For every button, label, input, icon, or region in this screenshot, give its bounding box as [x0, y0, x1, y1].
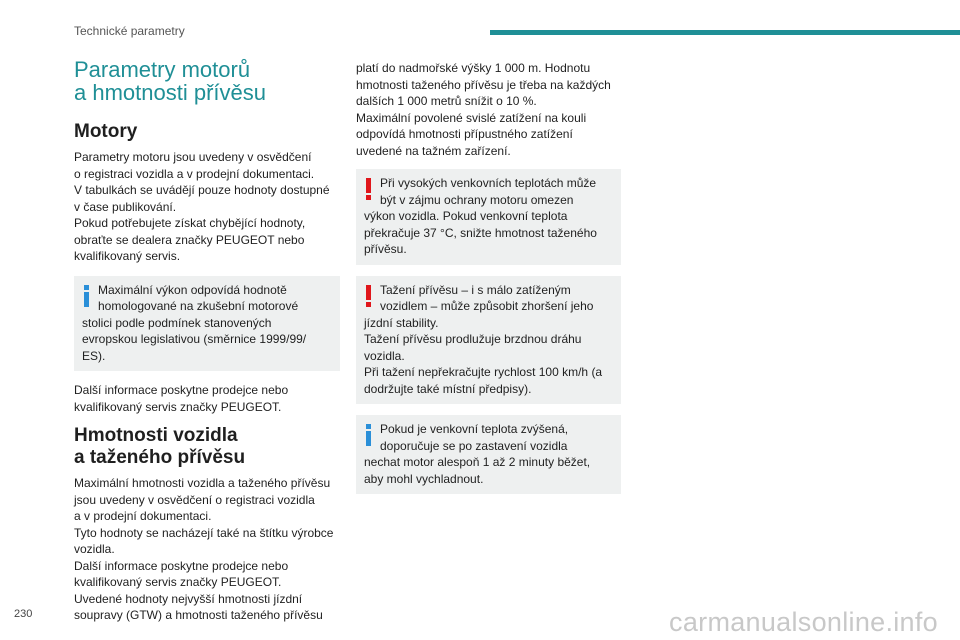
warning-note-towing-stability: Tažení přívěsu – i s málo zatíženým vozidlem – může způsobit zhoršení jeho jízdní stability. Tažení přívěsu prodlužuje brzdnou dráhu vozidla. Při tažení nepřekračujte rychlost 100 km/h (a dodržujte také místní předpisy). — [356, 276, 621, 405]
page-title: Parametry motorů a hmotnosti přívěsu — [74, 57, 266, 105]
left-column — [74, 58, 340, 624]
info-note-max-power: Maximální výkon odpovídá hodnotě homologované na zkušební motorové stolici podle podmínek stanovených evropskou legislativou (směrnice 1999/99/ ES). — [74, 276, 340, 372]
info-icon — [83, 285, 90, 307]
warning-note-high-temperature: Při vysokých venkovních teplotách může být v zájmu ochrany motoru omezen výkon vozidla. Pokud venkovní teplota překračuje 37 °C, snižte hmotnost taženého přívěsu. — [356, 169, 621, 265]
motory-more-info: Další informace poskytne prodejce nebo kvalifikovaný servis značky PEUGEOT. — [74, 383, 289, 414]
info-note-cooldown: Pokud je venkovní teplota zvýšená, doporučuje se po zastavení vozidla nechat motor alespoň 1 až 2 minuty běžet, aby mohl vychladnout. — [356, 415, 621, 494]
motory-paragraph: Parametry motoru jsou uvedeny v osvědčení o registraci vozidla a v prodejní dokumentaci. V tabulkách se uvádějí pouze hodnoty dostupné v čase publikování. Pokud potřebujete získat chybějící hodnoty, obraťte se dealera značky PEUGEOT nebo kvalifikovaný servis. — [74, 150, 330, 263]
watermark: carmanualsonline.info — [669, 607, 938, 637]
page-number: 230 — [14, 608, 33, 620]
warning-icon — [365, 178, 372, 200]
heading-hmotnosti: Hmotnosti vozidla a taženého přívěsu — [74, 425, 246, 468]
right-column — [356, 60, 621, 505]
header-accent-bar — [490, 30, 960, 35]
warning-icon — [365, 285, 372, 307]
altitude-paragraph: platí do nadmořské výšky 1 000 m. Hodnotu hmotnosti taženého přívěsu je třeba na každých dalších 1 000 metrů snížit o 10 %. Maximální povolené svislé zatížení na kouli odpovídá hmotnosti přípustného zatížení uvedené na tažném zařízení. — [356, 61, 611, 158]
heading-motory: Motory — [74, 121, 138, 142]
info-icon — [365, 424, 372, 446]
running-header: Technické parametry — [74, 24, 185, 38]
hmotnosti-paragraph: Maximální hmotnosti vozidla a taženého přívěsu jsou uvedeny v osvědčení o registraci vozidla a v prodejní dokumentaci. Tyto hodnoty se nacházejí také na štítku výrobce vozidla. Další informace poskytne prodejce nebo kvalifikovaný servis značky PEUGEOT. Uvedené hodnoty nejvyšší hmotnosti jízdní soupravy (GTW) a hmotnosti taženého přívěsu — [74, 476, 334, 622]
